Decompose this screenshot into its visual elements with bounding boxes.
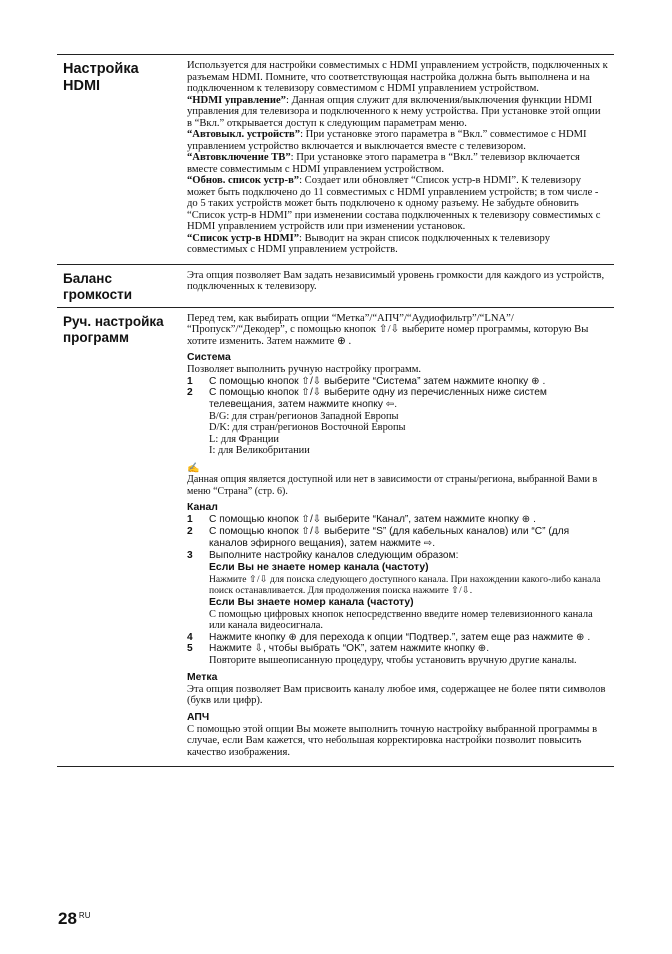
hdmi-item: “Автовыкл. устройств”: При установке этого параметра в “Вкл.” совместимое с HDMI управлением устройство включается и выключается вместе с телевизором. [187,129,587,152]
afc-text: С помощью этой опции Вы можете выполнить точную настройку выбранной программы в случае, если Вам кажется, что небольшая корректировка настройки позволит повысить качество изображения. [187,723,598,758]
section-body-hdmi [169,55,614,264]
known-freq-text: С помощью цифровых кнопок непосредственно введите номер телевизионного канала или канала видеосигнала. [209,608,593,632]
hdmi-item: “Автовключение ТВ”: При установке этого параметра в “Вкл.” телевизор включается вместе совместимым с HDMI управлением устройством. [187,152,580,175]
row-hdmi [57,54,614,264]
label-text: Эта опция позволяет Вам присвоить каналу любое имя, содержащее не более пяти символов (букв или цифр). [187,683,606,707]
label-heading: Метка [187,671,218,683]
section-body-manual [169,308,614,767]
section-title-balance: Баланс громкости [63,270,132,302]
row-balance [57,264,614,307]
system-option: I: для Великобритании [209,445,310,457]
page-number: 28 $^{RU}$ [58,909,91,928]
section-title-manual: Руч. настройка программ [63,313,164,345]
step-item: 3 Выполните настройку каналов следующим образом: [187,549,459,561]
section-body-balance [169,265,614,307]
unknown-freq-heading: Если Вы не знаете номер канала (частоту) [209,561,429,573]
balance-text: Эта опция позволяет Вам задать независимый уровень громкости для каждого из устройств, подключенных к телевизору. [187,269,605,292]
repeat-text: Повторите вышеописанную процедуру, чтобы установить вручную другие каналы. [209,655,577,667]
page-lang: RU [78,911,91,920]
system-option: B/G: для стран/регионов Западной Европы [209,410,399,422]
hdmi-item: “Обнов. список устр-в”: Создает или обновляет “Список устр-в HDMI”. К телевизору может быть подключено до 11 совместимых с HDMI управлением устройств; в том числе - до 5 таких устройств может быть подключено к одному разъему. Не забудьте обновить “Список устр-в HDMI” при изменении состава подключенных к телевизору совместимых с HDMI управлением устройств или при изменении установок. [187,175,601,232]
step-item: 2 С помощью кнопок ⇧/⇩ выберите “S” (для кабельных каналов) или “C” (для каналов эфирного вещания), затем нажмите ⇨. [187,526,570,549]
system-heading: Система [187,352,231,363]
section-title-hdmi: Настройка HDMI [63,61,139,94]
system-option: D/K: для стран/регионов Восточной Европы [209,422,406,434]
channel-heading: Канал [187,502,218,514]
note-text: Данная опция является доступной или нет в зависимости от страны/региона, выбранной Вами в меню “Страна” (стр. 6). [187,474,598,497]
hdmi-item: “Список устр-в HDMI”: Выводит на экран список подключенных к телевизору совместимых с HDMI управлением устройств. [187,232,551,255]
system-text: Позволяет выполнить ручную настройку программ. [187,364,422,375]
system-option: L: для Франции [209,433,279,445]
manual-intro: Перед тем, как выбирать опции “Метка”/“АПЧ”/“Аудиофильтр”/“LNA”/ “Пропуск”/“Декодер”, с помощью кнопок ⇧/⇩ выберите номер программы, которую Вы хотите изменить. Затем нажмите ⊕ . [187,312,589,347]
step-item: 5 Нажмите ⇩, чтобы выбрать “OK”, затем нажмите кнопку ⊕. [187,643,490,655]
step-item: 1 С помощью кнопок ⇧/⇩ выберите “Канал”, затем нажмите кнопку ⊕ . [187,514,536,526]
row-manual [57,307,614,768]
step-item: 2 С помощью кнопок ⇧/⇩ выберите одну из перечисленных ниже систем телевещания, затем нажмите кнопку ⇦. [187,387,547,411]
step-item: 4 Нажмите кнопку ⊕ для перехода к опции “Подтвер.”, затем еще раз нажмите ⊕ . [187,631,591,643]
known-freq-heading: Если Вы знаете номер канала (частоту) [209,596,414,608]
unknown-freq-text: Нажмите ⇧/⇩ для поиска следующего доступного канала. При нахождении какого-либо канала поиск останавливается. Для продолжения поиска нажмите ⇧/⇩. [209,573,601,597]
hdmi-item: “HDMI управление”: Данная опция служит для включения/выключения функции HDMI управления для телевизора и подключенного к нему устройства. При установке этой опции в “Вкл.” открывается доступ к следующим параметрам меню. [187,94,601,129]
note-icon: ✍ [187,462,200,474]
step-item: 1 С помощью кнопок ⇧/⇩ выберите “Система” затем нажмите кнопку ⊕ . [187,375,546,387]
hdmi-intro: Используется для настройки совместимых с HDMI управлением устройств, подключенных к разъемам HDMI. Помните, что соответствующая настройка должна быть выполнена и на подключенном к телевизору совместимом с HDMI управлением устройством. [187,60,608,94]
settings-table [57,54,614,767]
afc-heading: АПЧ [187,711,210,723]
